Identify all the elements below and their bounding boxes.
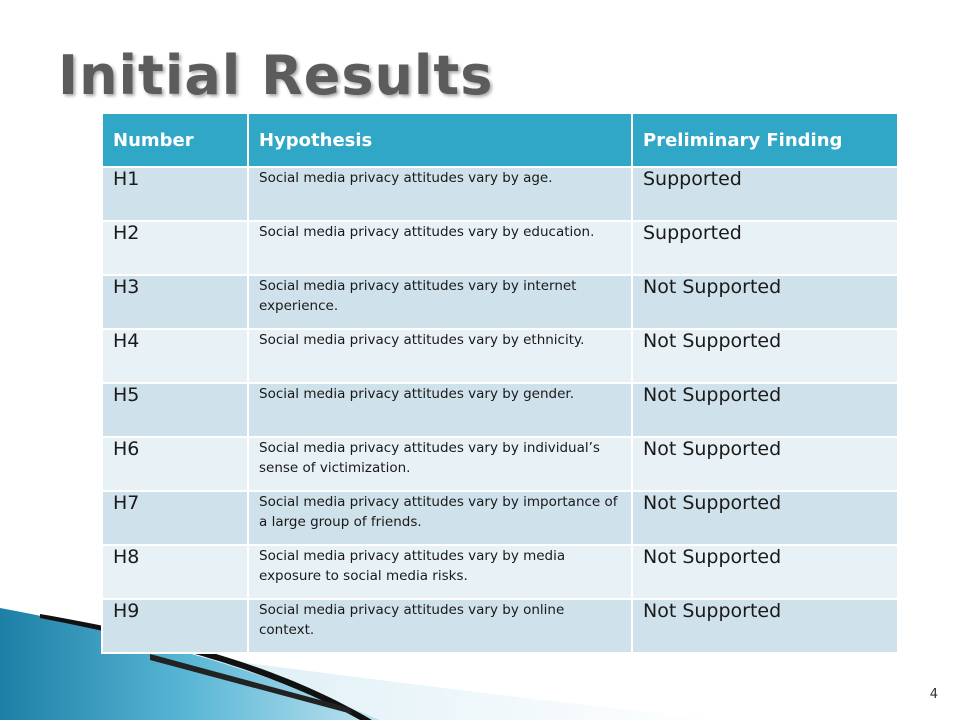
hypothesis-text: Social media privacy attitudes vary by media exposure to social media risks. <box>248 545 632 599</box>
hypothesis-number: H3 <box>102 275 248 329</box>
preliminary-finding: Not Supported <box>632 599 898 653</box>
table-row <box>102 491 898 545</box>
table-header-row <box>102 113 898 167</box>
preliminary-finding: Not Supported <box>632 329 898 383</box>
hypothesis-number: H9 <box>102 599 248 653</box>
hypothesis-text: Social media privacy attitudes vary by ethnicity. <box>248 329 632 383</box>
table-row <box>102 275 898 329</box>
hypothesis-text: Social media privacy attitudes vary by education. <box>248 221 632 275</box>
preliminary-finding: Supported <box>632 221 898 275</box>
hypothesis-text: Social media privacy attitudes vary by individual’s sense of victimization. <box>248 437 632 491</box>
table-row <box>102 599 898 653</box>
hypothesis-number: H7 <box>102 491 248 545</box>
hypothesis-number: H8 <box>102 545 248 599</box>
preliminary-finding: Not Supported <box>632 437 898 491</box>
table-row <box>102 329 898 383</box>
hypothesis-number: H4 <box>102 329 248 383</box>
table-row <box>102 221 898 275</box>
header-hypothesis: Hypothesis <box>248 113 632 167</box>
table-row <box>102 383 898 437</box>
preliminary-finding: Not Supported <box>632 383 898 437</box>
header-number: Number <box>102 113 248 167</box>
header-preliminary-finding: Preliminary Finding <box>632 113 898 167</box>
hypothesis-number: H1 <box>102 167 248 221</box>
hypothesis-text: Social media privacy attitudes vary by internet experience. <box>248 275 632 329</box>
preliminary-finding: Not Supported <box>632 275 898 329</box>
table-row <box>102 545 898 599</box>
hypothesis-number: H6 <box>102 437 248 491</box>
preliminary-finding: Not Supported <box>632 545 898 599</box>
results-table <box>101 112 899 654</box>
hypothesis-text: Social media privacy attitudes vary by importance of a large group of friends. <box>248 491 632 545</box>
hypothesis-text: Social media privacy attitudes vary by online context. <box>248 599 632 653</box>
slide-title: Initial Results <box>58 44 494 107</box>
hypothesis-number: H2 <box>102 221 248 275</box>
hypothesis-number: H5 <box>102 383 248 437</box>
preliminary-finding: Not Supported <box>632 491 898 545</box>
table-row <box>102 437 898 491</box>
hypothesis-text: Social media privacy attitudes vary by age. <box>248 167 632 221</box>
hypothesis-text: Social media privacy attitudes vary by gender. <box>248 383 632 437</box>
table-row <box>102 167 898 221</box>
preliminary-finding: Supported <box>632 167 898 221</box>
slide-number: 4 <box>929 687 938 702</box>
